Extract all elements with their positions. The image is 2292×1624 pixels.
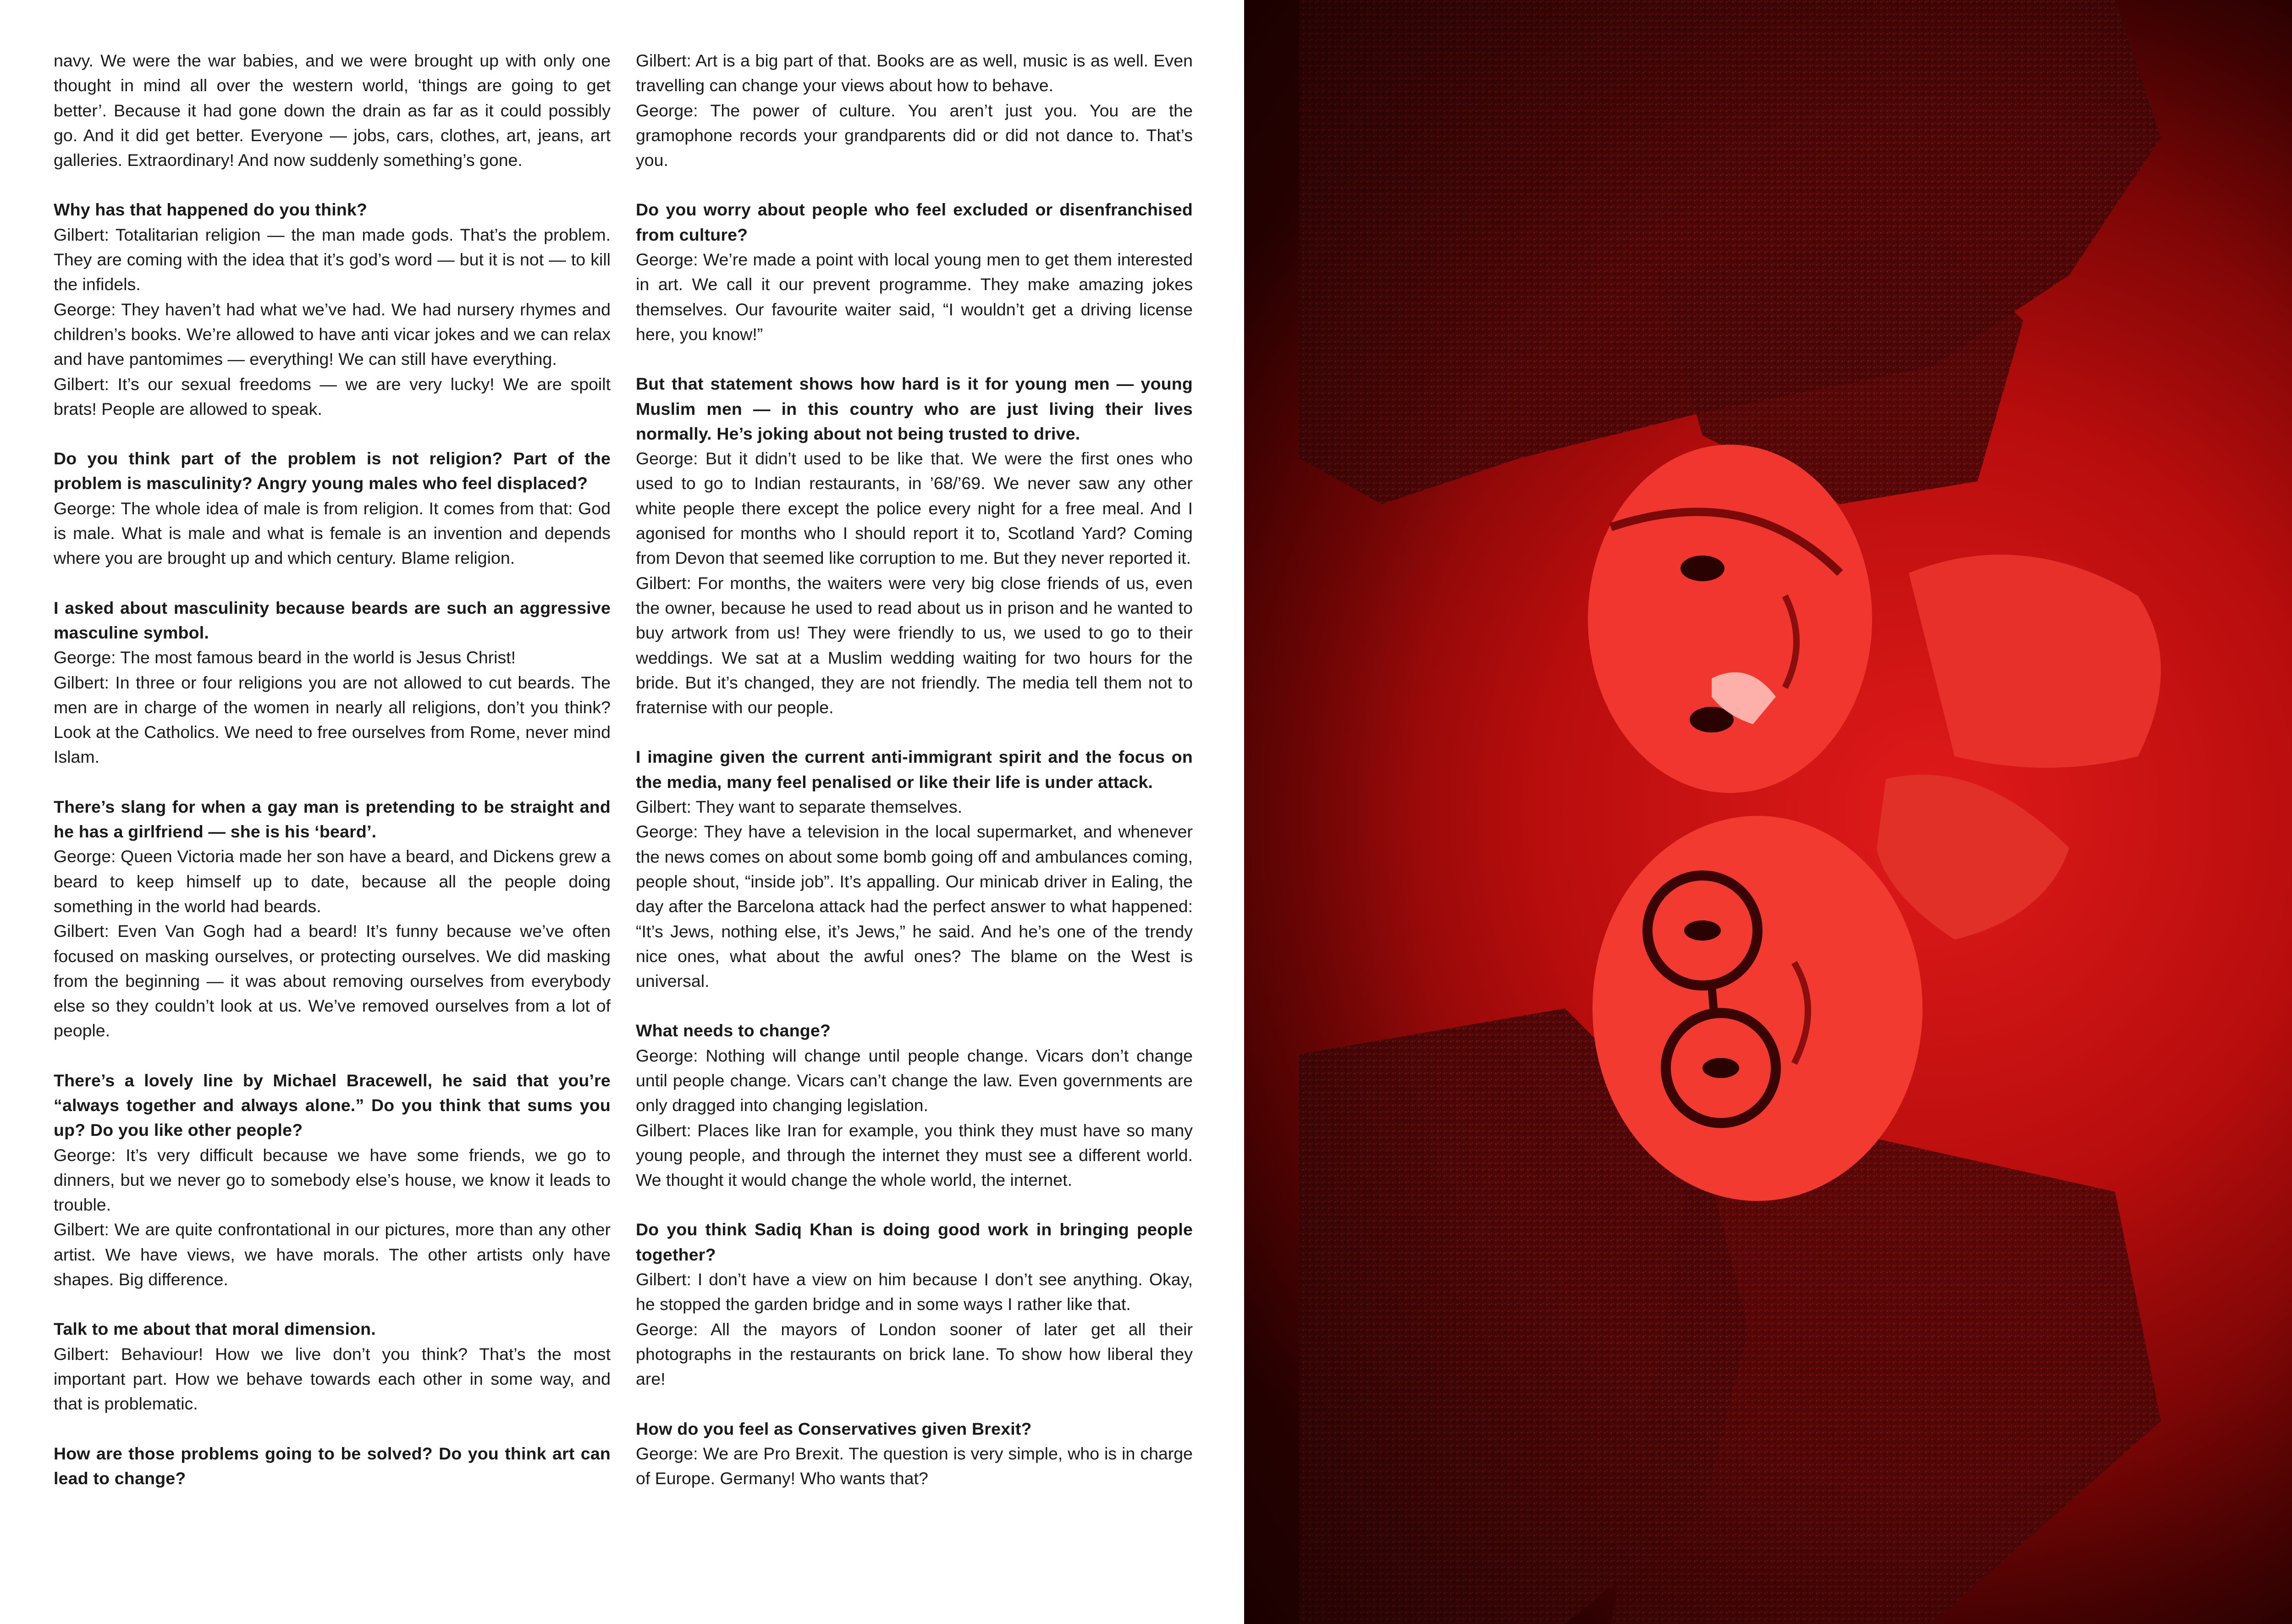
qa-block <box>54 48 611 172</box>
qa-block <box>54 446 611 570</box>
answer-paragraph: George: Queen Victoria made her son have a beard, and Dickens grew a beard to keep himself up to date, because all the people doing something in the world had beards. <box>54 847 611 916</box>
qa-block <box>54 794 611 1043</box>
answer-paragraph: George: The whole idea of male is from religion. It comes from that: God is male. What is male and what is female is an invention and depends where you are brought up and which century. Blame religion. <box>54 498 611 568</box>
answer-paragraph: George: We’re made a point with local young men to get them interested in art. We call it our prevent programme. They make amazing jokes themselves. Our favourite waiter said, “I wouldn’t get a driving license here, you know!” <box>636 250 1193 344</box>
answer-paragraph: Gilbert: It’s our sexual freedoms — we are very lucky! We are spoilt brats! People are allowed to speak. <box>54 374 611 418</box>
answer-paragraph: George: The power of culture. You aren’t just you. You are the gramophone records your grandparents did or did not dance to. That’s you. <box>636 100 1193 170</box>
qa-block <box>636 744 1193 993</box>
qa-block <box>54 1068 611 1292</box>
answer-paragraph: Gilbert: Behaviour! How we live don’t you think? That’s the most important part. How we behave towards each other in some way, and that is problematic. <box>54 1344 611 1414</box>
question: What needs to change? <box>636 1021 831 1040</box>
answer-paragraph: Gilbert: I don’t have a view on him because I don’t see anything. Okay, he stopped the garden bridge and in some ways I rather like that. <box>636 1270 1193 1314</box>
answer-paragraph: Gilbert: Art is a big part of that. Books are as well, music is as well. Even travelling can change your views about how to behave. <box>636 51 1193 95</box>
qa-block <box>54 1316 611 1416</box>
answer-paragraph: Gilbert: Even Van Gogh had a beard! It’s funny because we’ve often focused on masking ourselves, or protecting ourselves. We did masking from the beginning — it was about removing ourselves from everybody else so they couldn’t look at us. We’ve removed ourselves from a lot of people. <box>54 921 611 1040</box>
answer-paragraph: George: They have a television in the local supermarket, and whenever the news comes on about some bomb going off and ambulances coming, people shout, “inside job”. It’s appalling. Our minicab driver in Ealing, the day after the Barcelona attack had the perfect answer to what happened: “It’s Jews, nothing else, it’s Jews,” he said. And he’s one of the trendy nice ones, what about the awful ones? The blame on the West is universal. <box>636 822 1193 991</box>
answer-paragraph: Gilbert: They want to separate themselves. <box>636 797 963 817</box>
question: There’s slang for when a gay man is pretending to be straight and he has a girlfriend — she is his ‘beard’. <box>54 797 611 842</box>
answer-paragraph: George: But it didn’t used to be like that. We were the first ones who used to go to Indian restaurants, in ’68/’69. We never saw any other white people there except the police every night for a free meal. And I agonised for months who I should report it to, Scotland Yard? Coming from Devon that seemed like corruption to me. But they never reported it. <box>636 449 1193 568</box>
answer-paragraph: George: We are Pro Brexit. The question is very simple, who is in charge of Europe. Germany! Who wants that? <box>636 1443 1193 1488</box>
answer-paragraph: George: It’s very difficult because we have some friends, we go to dinners, but we never go to somebody else’s house, we know it leads to trouble. <box>54 1145 611 1215</box>
qa-block <box>636 371 1193 720</box>
question: Do you think Sadiq Khan is doing good work in bringing people together? <box>636 1220 1193 1264</box>
interview-column-middle <box>636 48 1193 1491</box>
answer-paragraph: navy. We were the war babies, and we were brought up with only one thought in mind all over the western world, ‘things are going to get better’. Because it had gone down the drain as far as it could possibly go. And it did get better. Everyone — jobs, cars, clothes, art, jeans, art galleries. Extraordinary! And now suddenly something’s gone. <box>54 51 611 170</box>
answer-paragraph: George: Nothing will change until people change. Vicars don’t change until people change. Vicars can’t change the law. Even governments are only dragged into changing legislation. <box>636 1046 1193 1115</box>
answer-paragraph: Gilbert: In three or four religions you are not allowed to cut beards. The men are in charge of the women in nearly all religions, don’t you think? Look at the Catholics. We need to free ourselves from Rome, never mind Islam. <box>54 672 611 767</box>
qa-block <box>636 197 1193 347</box>
answer-paragraph: Gilbert: Totalitarian religion — the man made gods. That’s the problem. They are coming with the idea that it’s god’s word — but it is not — to kill the infidels. <box>54 225 611 294</box>
qa-block <box>636 1018 1193 1192</box>
answer-paragraph: Gilbert: We are quite confrontational in our pictures, more than any other artist. We have views, we have morals. The other artists only have shapes. Big difference. <box>54 1220 611 1289</box>
portrait-illustration <box>1244 0 2292 1624</box>
answer-paragraph: Gilbert: Places like Iran for example, you think they must have so many young people, and through the internet they must see a different world. We thought it would change the whole world, the internet. <box>636 1120 1193 1190</box>
question: How are those problems going to be solved? Do you think art can lead to change? <box>54 1443 611 1488</box>
question: Do you worry about people who feel excluded or disenfranchised from culture? <box>636 200 1193 244</box>
question: I imagine given the current anti-immigrant spirit and the focus on the media, many feel penalised or like their life is under attack. <box>636 747 1193 792</box>
qa-block <box>636 1217 1193 1391</box>
qa-block <box>54 1441 611 1491</box>
answer-paragraph: George: The most famous beard in the world is Jesus Christ! <box>54 648 516 667</box>
question: How do you feel as Conservatives given Brexit? <box>636 1419 1032 1438</box>
question: Do you think part of the problem is not religion? Part of the problem is masculinity? Angry young males who feel displaced? <box>54 449 611 493</box>
question: I asked about masculinity because beards are such an aggressive masculine symbol. <box>54 598 611 642</box>
answer-paragraph: Gilbert: For months, the waiters were very big close friends of us, even the owner, because he used to read about us in prison and he wanted to buy artwork from us! They were friendly to us, we used to go to their weddings. We sat at a Muslim wedding waiting for two hours for the bride. But it’s changed, they are not friendly. The media tell them not to fraternise with our people. <box>636 573 1193 717</box>
question: But that statement shows how hard is it for young men — young Muslim men — in this country who are just living their lives normally. He’s joking about not being trusted to drive. <box>636 374 1193 443</box>
portrait-photo <box>1244 0 2292 1624</box>
question: Why has that happened do you think? <box>54 200 368 220</box>
qa-block <box>54 197 611 421</box>
interview-column-left <box>54 48 611 1491</box>
question: There’s a lovely line by Michael Bracewell, he said that you’re “always together and always alone.” Do you think that sums you up? Do you like other people? <box>54 1070 611 1140</box>
qa-block <box>54 595 611 770</box>
question: Talk to me about that moral dimension. <box>54 1319 376 1339</box>
qa-block <box>636 1416 1193 1491</box>
qa-block <box>636 48 1193 172</box>
answer-paragraph: George: They haven’t had what we’ve had. We had nursery rhymes and children’s books. We’re allowed to have anti vicar jokes and we can relax and have pantomimes — everything! We can still have everything. <box>54 299 611 369</box>
answer-paragraph: George: All the mayors of London sooner of later get all their photographs in the restaurants on brick lane. To show how liberal they are! <box>636 1319 1193 1389</box>
